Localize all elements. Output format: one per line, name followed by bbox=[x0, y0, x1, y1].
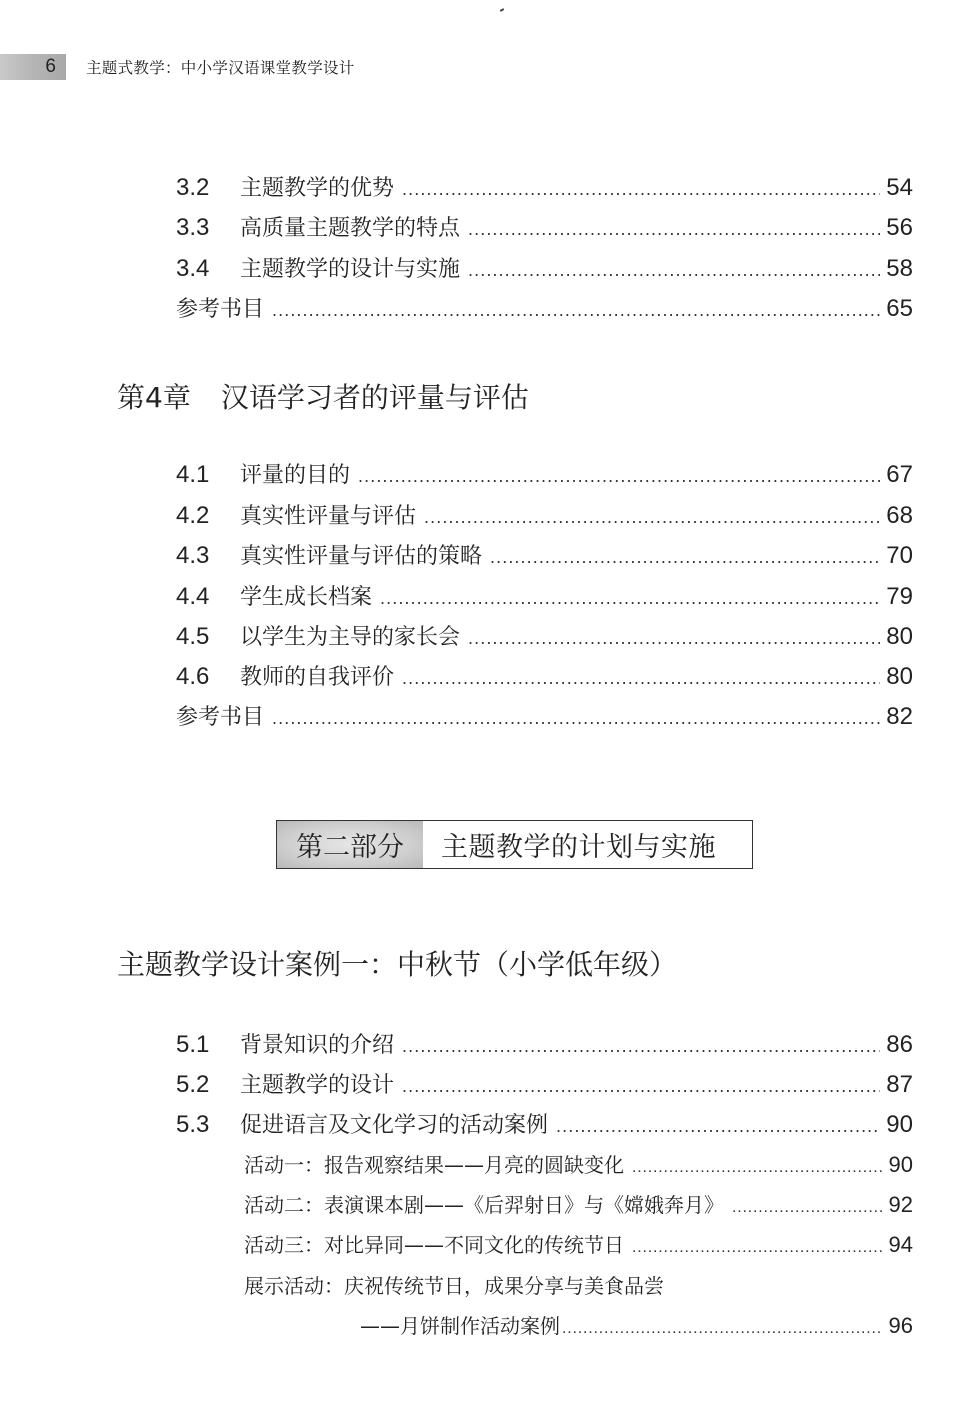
section-number: 3.4 bbox=[176, 255, 210, 282]
page-ref: 80 bbox=[886, 623, 913, 650]
section-title: 真实性评量与评估 bbox=[240, 504, 417, 529]
toc-entry[interactable] bbox=[176, 499, 913, 529]
page-ref: 70 bbox=[886, 542, 913, 569]
page-ref: 92 bbox=[888, 1192, 913, 1217]
chapter-label: 第4章 bbox=[117, 381, 191, 414]
dot-leader bbox=[272, 708, 880, 729]
part-label: 第二部分 bbox=[277, 821, 423, 868]
toc-entry[interactable] bbox=[176, 1068, 913, 1098]
section-number: 5.2 bbox=[176, 1071, 210, 1098]
section-number: 4.6 bbox=[176, 663, 210, 690]
page-ref: 54 bbox=[886, 174, 913, 201]
section-title: 真实性评量与评估的策略 bbox=[240, 544, 483, 569]
toc-entry[interactable] bbox=[176, 580, 913, 610]
toc-entry-references[interactable] bbox=[176, 292, 913, 322]
dot-leader bbox=[632, 1159, 883, 1177]
page-ref: 79 bbox=[886, 583, 913, 610]
page-ref: 94 bbox=[888, 1232, 913, 1257]
dot-leader bbox=[402, 179, 880, 200]
dot-leader bbox=[556, 1116, 880, 1137]
section-number: 5.3 bbox=[176, 1111, 210, 1138]
activity-title: 活动二：表演课本剧——《后羿射日》与《嫦娥奔月》 bbox=[244, 1193, 724, 1217]
part-title: 主题教学的计划与实施 bbox=[441, 832, 716, 863]
toc-entry-references[interactable] bbox=[176, 700, 913, 730]
page-ref: 65 bbox=[886, 295, 913, 322]
toc-entry[interactable] bbox=[176, 660, 913, 690]
section-title: 评量的目的 bbox=[240, 463, 351, 488]
section-title: 主题教学的设计 bbox=[240, 1073, 395, 1098]
showcase-activity-title[interactable]: 展示活动：庆祝传统节日，成果分享与美食品尝 bbox=[244, 1274, 664, 1298]
dot-leader bbox=[424, 507, 880, 528]
section-title: 主题教学的优势 bbox=[240, 176, 395, 201]
activity-title: 活动三：对比异同——不同文化的传统节日 bbox=[244, 1233, 624, 1257]
page-ref: 87 bbox=[886, 1071, 913, 1098]
toc-entry[interactable] bbox=[176, 252, 913, 282]
dot-leader bbox=[468, 219, 880, 240]
toc-activity-entry[interactable] bbox=[244, 1189, 913, 1219]
page-ref: 58 bbox=[886, 255, 913, 282]
dot-leader bbox=[490, 547, 880, 568]
dot-leader bbox=[380, 588, 880, 609]
section-title: 以学生为主导的家长会 bbox=[240, 625, 461, 650]
page-ref: 82 bbox=[886, 703, 913, 730]
section-number: 4.1 bbox=[176, 461, 210, 488]
dot-leader bbox=[402, 668, 880, 689]
section-number: 3.3 bbox=[176, 214, 210, 241]
section-title: 高质量主题教学的特点 bbox=[240, 216, 461, 241]
toc-entry[interactable] bbox=[176, 539, 913, 569]
activity-subtitle: ——月饼制作活动案例 bbox=[360, 1314, 560, 1338]
page-ref: 80 bbox=[886, 663, 913, 690]
section-title: 教师的自我评价 bbox=[240, 665, 395, 690]
activity-title: 活动一：报告观察结果——月亮的圆缺变化 bbox=[244, 1153, 624, 1177]
dot-leader bbox=[732, 1199, 883, 1217]
section-number: 5.1 bbox=[176, 1031, 210, 1058]
section-title: 参考书目 bbox=[176, 297, 265, 322]
page-ref: 90 bbox=[888, 1152, 913, 1177]
running-header bbox=[0, 54, 355, 80]
section-number: 3.2 bbox=[176, 174, 210, 201]
toc-activity-entry-continued[interactable] bbox=[360, 1310, 913, 1340]
dot-leader bbox=[402, 1076, 880, 1097]
toc-activity-entry[interactable] bbox=[244, 1229, 913, 1259]
dot-leader bbox=[468, 628, 880, 649]
toc-entry[interactable] bbox=[176, 620, 913, 650]
dot-leader bbox=[272, 300, 880, 321]
dot-leader bbox=[358, 466, 880, 487]
section-number: 4.4 bbox=[176, 583, 210, 610]
toc-entry[interactable] bbox=[176, 458, 913, 488]
page-ref: 68 bbox=[886, 502, 913, 529]
dot-leader bbox=[632, 1239, 883, 1257]
page-number: 6 bbox=[45, 56, 56, 77]
book-title: 主题式教学：中小学汉语课堂教学设计 bbox=[86, 59, 355, 77]
chapter-heading[interactable] bbox=[117, 376, 529, 416]
section-title: 背景知识的介绍 bbox=[240, 1033, 395, 1058]
page-ref: 96 bbox=[888, 1313, 913, 1338]
toc-entry[interactable] bbox=[176, 1108, 913, 1138]
page-number-box bbox=[0, 54, 66, 80]
part-heading-box[interactable] bbox=[276, 820, 753, 869]
section-title: 学生成长档案 bbox=[240, 585, 373, 610]
section-title: 促进语言及文化学习的活动案例 bbox=[240, 1113, 549, 1138]
case-heading[interactable]: 主题教学设计案例一：中秋节（小学低年级） bbox=[117, 948, 678, 981]
section-number: 4.5 bbox=[176, 623, 210, 650]
toc-entry[interactable] bbox=[176, 1028, 913, 1058]
section-number: 4.2 bbox=[176, 502, 210, 529]
scan-speck bbox=[500, 8, 504, 12]
page-ref: 56 bbox=[886, 214, 913, 241]
section-title: 参考书目 bbox=[176, 705, 265, 730]
toc-activity-entry[interactable] bbox=[244, 1149, 913, 1179]
toc-entry[interactable] bbox=[176, 211, 913, 241]
page-ref: 90 bbox=[886, 1111, 913, 1138]
section-title: 主题教学的设计与实施 bbox=[240, 257, 461, 282]
dot-leader bbox=[402, 1036, 880, 1057]
section-number: 4.3 bbox=[176, 542, 210, 569]
page-ref: 86 bbox=[886, 1031, 913, 1058]
toc-entry[interactable] bbox=[176, 171, 913, 201]
page-ref: 67 bbox=[886, 461, 913, 488]
chapter-title: 汉语学习者的评量与评估 bbox=[220, 381, 529, 414]
dot-leader bbox=[562, 1320, 883, 1338]
dot-leader bbox=[468, 260, 880, 281]
